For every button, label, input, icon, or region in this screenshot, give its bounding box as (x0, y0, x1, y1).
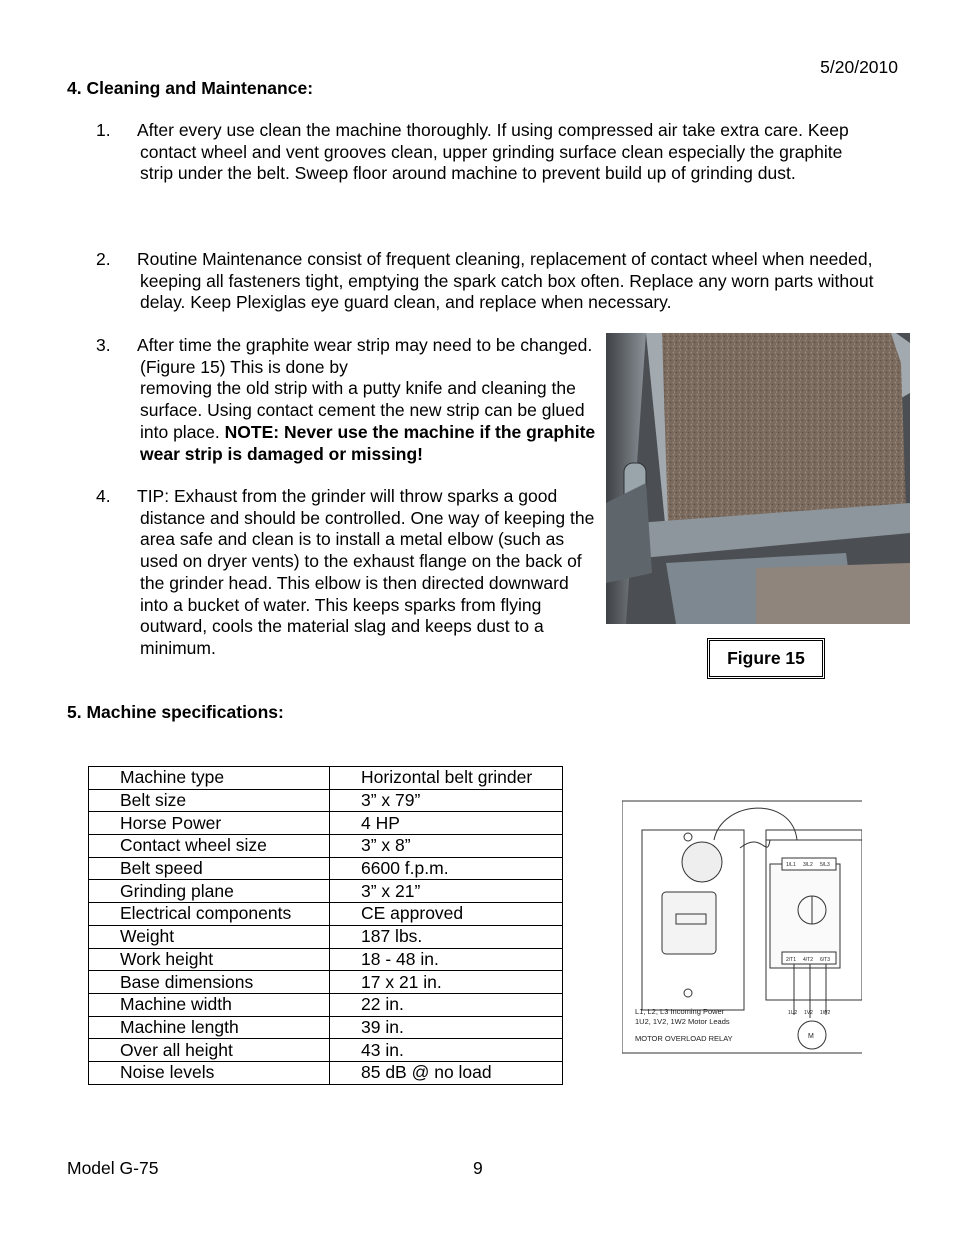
terminal-label: 3/L2 (803, 862, 813, 868)
spec-value: 17 x 21 in. (330, 971, 563, 994)
list-item (96, 249, 876, 314)
spec-value: 3” x 8” (330, 835, 563, 858)
spec-value: 39 in. (330, 1016, 563, 1039)
specifications-table (88, 766, 563, 1085)
spec-value: 43 in. (330, 1039, 563, 1062)
terminal-label: 2/T1 (786, 957, 797, 963)
diagram-legend: 1U2, 1V2, 1W2 Motor Leads (635, 1017, 730, 1026)
spec-label: Noise levels (89, 1061, 330, 1084)
spec-value: 18 - 48 in. (330, 948, 563, 971)
spec-value: 3” x 79” (330, 789, 563, 812)
list-item (96, 486, 596, 660)
spec-label: Machine type (89, 767, 330, 790)
document-date: 5/20/2010 (820, 57, 898, 77)
spec-value: 22 in. (330, 993, 563, 1016)
terminal-label: 1/L1 (786, 862, 796, 868)
table-row (89, 880, 563, 903)
spec-value: 6600 f.p.m. (330, 857, 563, 880)
motor-label: M (808, 1033, 814, 1040)
list-text-part: removing the old strip with a putty knife and cleaning the surface. Using contact cement the new strip can be glued into place. (140, 378, 585, 442)
section-heading-specifications: 5. Machine specifications: (67, 702, 284, 722)
spec-label: Weight (89, 925, 330, 948)
figure-15-photo (606, 333, 910, 624)
spec-value: 3” x 21” (330, 880, 563, 903)
spec-label: Belt size (89, 789, 330, 812)
motor-lead-label: 1W2 (820, 1010, 831, 1016)
spec-label: Machine length (89, 1016, 330, 1039)
section-heading-cleaning: 4. Cleaning and Maintenance: (67, 78, 314, 98)
spec-label: Grinding plane (89, 880, 330, 903)
list-number: 4. (96, 486, 111, 506)
motor-lead-label: 1V2 (804, 1010, 813, 1016)
spec-value: 4 HP (330, 812, 563, 835)
table-row (89, 1061, 563, 1084)
list-text-part: After time the graphite wear strip may need to be changed. (Figure 15) This is done by (137, 335, 593, 377)
spec-label: Over all height (89, 1039, 330, 1062)
list-number: 2. (96, 249, 111, 269)
table-row (89, 857, 563, 880)
table-row (89, 1016, 563, 1039)
table-row (89, 971, 563, 994)
list-number: 1. (96, 120, 111, 140)
table-row (89, 948, 563, 971)
spec-label: Base dimensions (89, 971, 330, 994)
spec-value: CE approved (330, 903, 563, 926)
list-text: TIP: Exhaust from the grinder will throw sparks a good distance and should be controlled. One way of keeping the area safe and clean is to install a metal elbow (such as used on dryer vents) to the exhaust flange on the back of the grinder head. This elbow is then directed downward into a bucket of water. This keeps sparks from flying outward, cools the material slag and keeps dust to a minimum. (137, 486, 595, 658)
table-row (89, 993, 563, 1016)
spec-label: Work height (89, 948, 330, 971)
spec-label: Machine width (89, 993, 330, 1016)
terminal-label: 5/L3 (820, 862, 830, 868)
spec-label: Belt speed (89, 857, 330, 880)
footer-model: Model G-75 (67, 1158, 159, 1178)
diagram-legend: MOTOR OVERLOAD RELAY (635, 1034, 733, 1043)
list-text (137, 335, 596, 465)
table-row (89, 1039, 563, 1062)
terminal-label: 6/T3 (820, 957, 831, 963)
table-row (89, 789, 563, 812)
list-number: 3. (96, 335, 111, 355)
spec-label: Contact wheel size (89, 835, 330, 858)
table-row (89, 903, 563, 926)
spec-value: 85 dB @ no load (330, 1061, 563, 1084)
motor-overload-relay-diagram (622, 800, 862, 1054)
list-item (96, 335, 596, 465)
list-text: Routine Maintenance consist of frequent cleaning, replacement of contact wheel when needed, keeping all fasteners tight, emptying the spark catch box often. Replace any worn parts without delay. Keep Plexiglas eye guard clean, and replace when necessary. (137, 249, 874, 313)
table-row (89, 925, 563, 948)
list-text: After every use clean the machine thoroughly. If using compressed air take extra care. Keep contact wheel and vent grooves clean, upper grinding surface clean especially the graphite strip under the belt. Sweep floor around machine to prevent build up of grinding dust. (137, 120, 849, 184)
diagram-legend: L1, L2, L3 Incoming Power (635, 1007, 725, 1016)
table-row (89, 812, 563, 835)
spec-value: Horizontal belt grinder (330, 767, 563, 790)
terminal-label: 4/T2 (803, 957, 814, 963)
wiring-diagram (622, 800, 862, 1054)
wear-strip-illustration (606, 333, 910, 624)
warning-note: NOTE: Never use the machine if the graphite wear strip is damaged or missing! (140, 421, 596, 464)
page-number: 9 (473, 1158, 483, 1178)
list-item (96, 120, 876, 185)
table-row (89, 767, 563, 790)
figure-caption: Figure 15 (707, 638, 825, 679)
spec-label: Horse Power (89, 812, 330, 835)
motor-lead-label: 1U2 (788, 1010, 798, 1016)
spec-label: Electrical components (89, 903, 330, 926)
table-row (89, 835, 563, 858)
spec-value: 187 lbs. (330, 925, 563, 948)
